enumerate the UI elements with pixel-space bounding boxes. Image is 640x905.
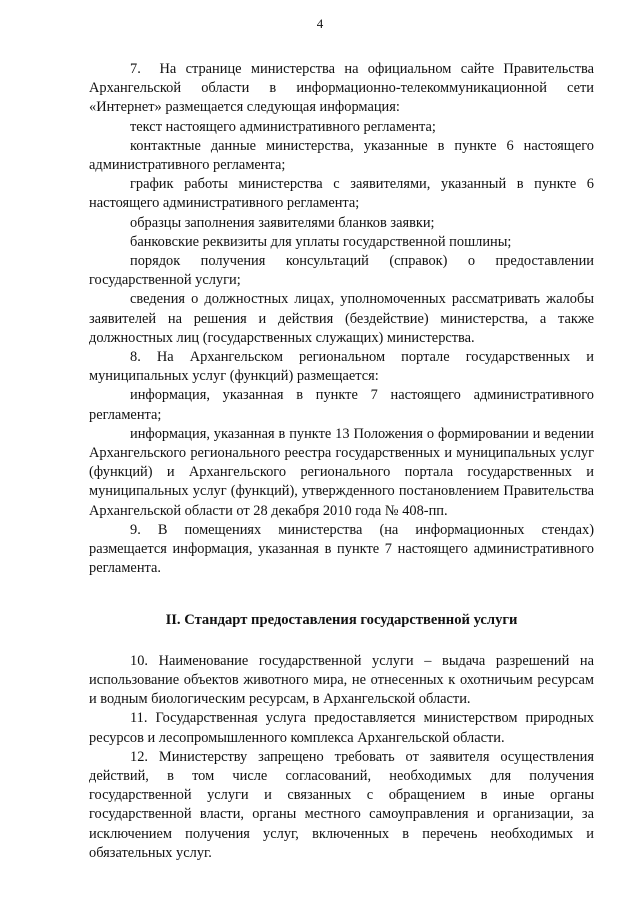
section-heading: II. Стандарт предоставления государственной услуги [165, 612, 518, 629]
list-item: график работы министерства с заявителями, указанный в пункте 6 настоящего административного регламента; [89, 176, 594, 212]
list-item: сведения о должностных лицах, уполномоченных рассматривать жалобы заявителей на решения и действия (бездействие) министерства, а также должностных лиц (государственных служащих) министерства. [89, 291, 594, 346]
list-item: текст настоящего административного регламента; [130, 118, 436, 135]
paragraph-7: 7. На странице министерства на официальном сайте Правительства Архангельской области в информационно-телекоммуникационной сети «Интернет» размещается следующая информация: [89, 61, 594, 116]
list-item: информация, указанная в пункте 13 Положения о формировании и ведении Архангельского регионального реестра государственных и муниципальных услуг (функций) и Архангельского регионального портала государственных и муниципальных услуг (функций), утвержденного постановлением Правительства Архангельской области от 28 декабря 2010 года № 408-пп. [89, 425, 594, 519]
list-item: образцы заполнения заявителями бланков заявки; [130, 214, 435, 231]
paragraph-12: 12. Министерству запрещено требовать от заявителя осуществления действий, в том числе согласований, необходимых для получения государственной услуги и связанных с обращением в иные органы государственной власти, органы местного самоуправления и организации, за исключением получения услуг, включенных в перечень необходимых и обязательных услуг. [89, 748, 594, 861]
paragraph-8: 8. На Архангельском региональном портале государственных и муниципальных услуг (функций) размещается: [89, 349, 594, 385]
paragraph-10: 10. Наименование государственной услуги – выдача разрешений на использование объектов животного мира, не отнесенных к охотничьим ресурсам и водным биологическим ресурсам, в Архангельской области. [89, 652, 594, 708]
list-item: информация, указанная в пункте 7 настоящего административного регламента; [89, 387, 594, 423]
list-item: контактные данные министерства, указанные в пункте 6 настоящего административного регламента; [89, 137, 594, 174]
list-item: банковские реквизиты для уплаты государственной пошлины; [130, 233, 512, 250]
document-body [89, 60, 594, 863]
paragraph-11: 11. Государственная услуга предоставляется министерством природных ресурсов и лесопромышленного комплекса Архангельской области. [89, 710, 594, 746]
page-number: 4 [316, 16, 324, 31]
paragraph-9: 9. В помещениях министерства (на информационных стендах) размещается информация, указанная в пункте 7 настоящего административного регламента. [89, 521, 594, 577]
list-item: порядок получения консультаций (справок) о предоставлении государственной услуги; [89, 253, 594, 289]
